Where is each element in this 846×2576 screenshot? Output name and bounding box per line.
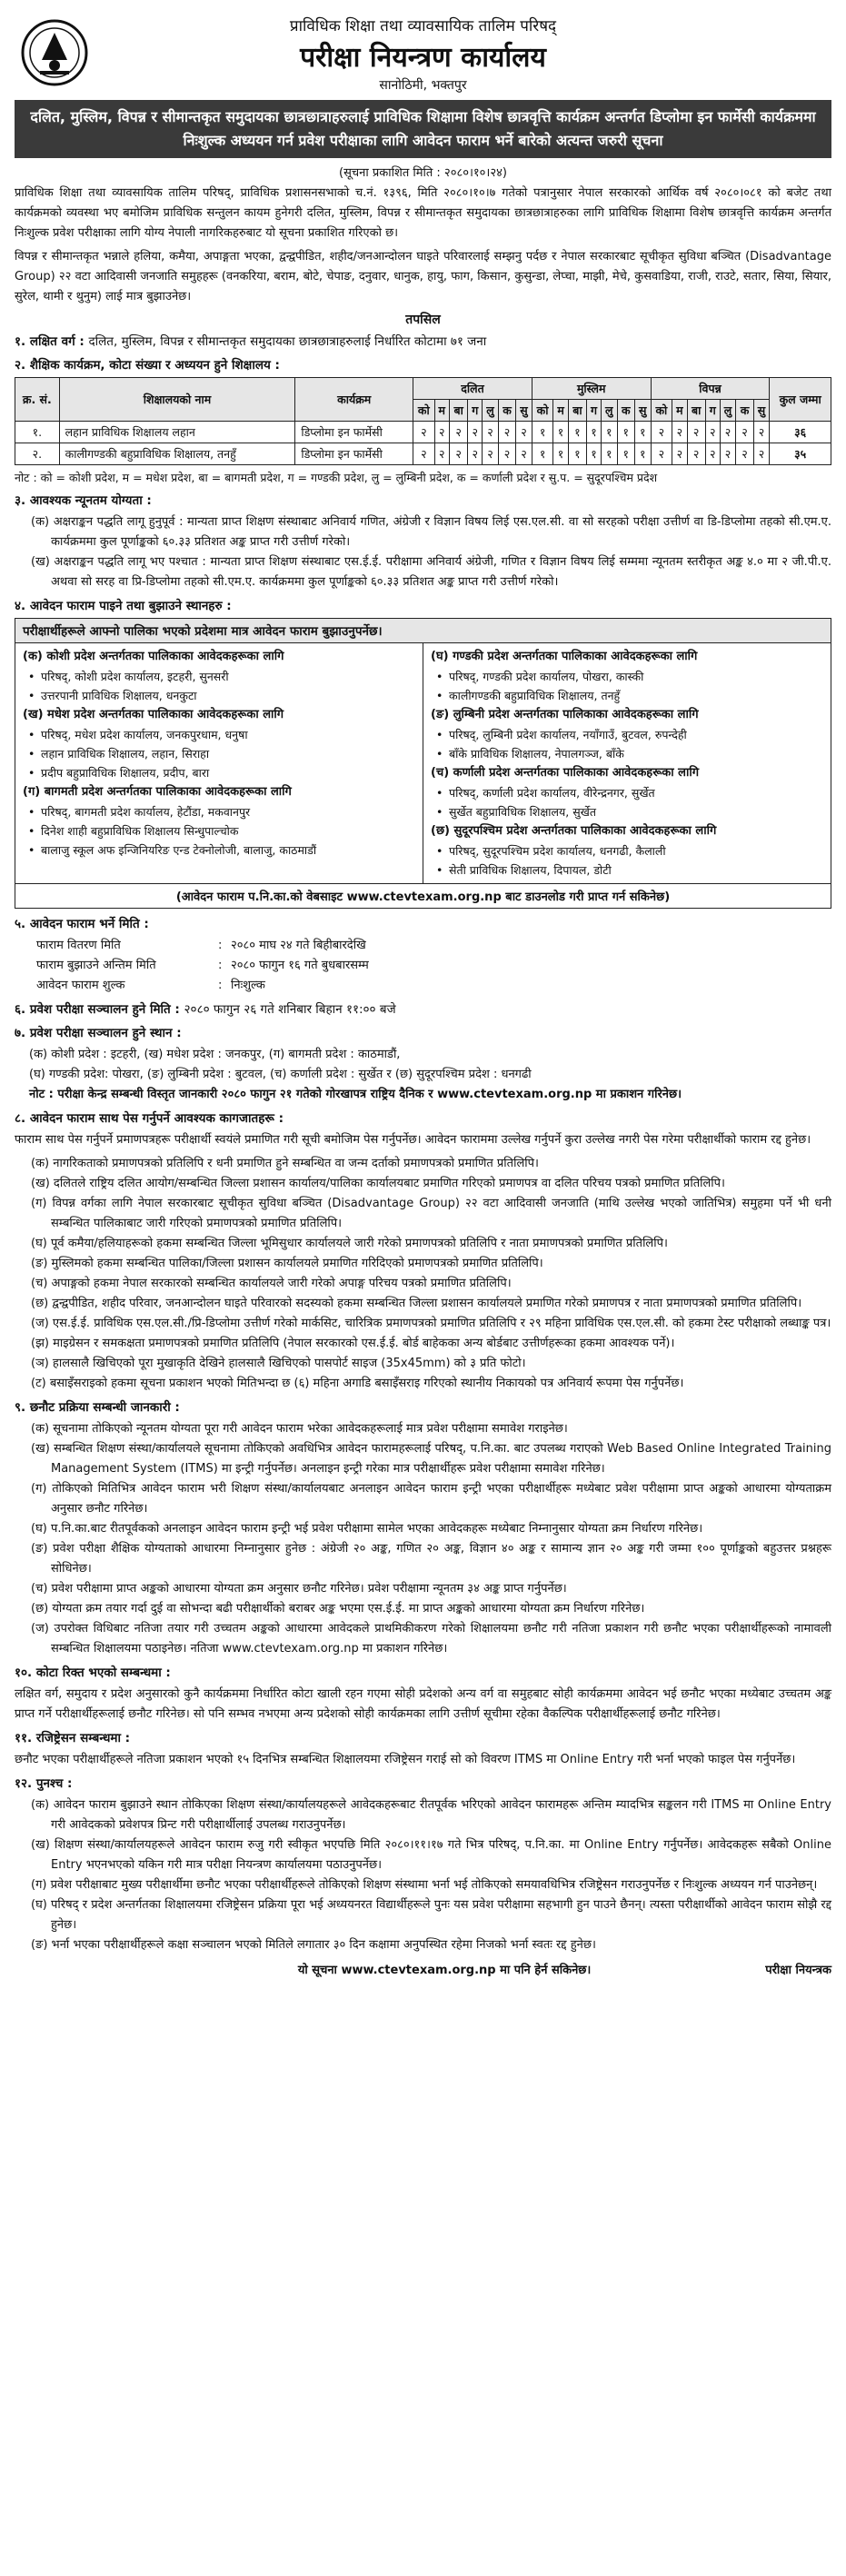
th-total: कुल जम्मा xyxy=(770,378,831,422)
selection-item: (क) सूचनामा तोकिएको न्यूनतम योग्यता पूरा गरी आवेदन फाराम भरेका आवेदकहरूलाई मात्र प्रवेश परीक्षामा समावेश गराइनेछ। xyxy=(31,1422,568,1436)
th-province: सु xyxy=(753,400,770,422)
cell-quota: २ xyxy=(672,443,687,465)
section-6 xyxy=(15,1000,831,1019)
table-note: नोट : को = कोशी प्रदेश, म = मधेश प्रदेश, बा = बागमती प्रदेश, ग = गण्डकी प्रदेश, लु = लुम्बिनी प्रदेश, क = कर्णाली प्रदेश र सु.प. = सुदूरपश्चिम प्रदेश xyxy=(15,471,658,484)
cell-quota: १ xyxy=(617,443,634,465)
place-item: • परिषद्, मधेश प्रदेश कार्यालय, जनकपुरधाम, धनुषा xyxy=(23,725,415,744)
cell-quota: २ xyxy=(736,443,753,465)
cell-quota: २ xyxy=(687,422,705,443)
intro-paragraph-1: प्राविधिक शिक्षा तथा व्यावसायिक तालिम परिषद्, प्राविधिक प्रशासनसभाको च.नं. १३९६, मिति २०८०।१०।७ गतेको पत्रानुसार नेपाल सरकारको आर्थिक वर्ष २०८०।०८१ को बजेट तथा कार्यक्रमको व्यवस्था भए बमोजिम प्राविधिक सन्तुलन कायम हुनेगरी दलित, मुस्लिम, विपन्न र सीमान्तकृत समुदायका छात्रछात्राहरुका लागि प्राविधिक शिक्षामा विशेष छात्रवृत्ति कार्यक्रम अन्तर्गत निःशुल्क प्रवेश परीक्षाका लागि योग्य नेपाली नागरिकहरुबाट यो सूचना प्रकाशित गरिएको छ। xyxy=(15,186,831,240)
cell-quota: १ xyxy=(568,443,586,465)
date-row: फाराम वितरण मिति : २०८० माघ २४ गते बिहीबारदेखि xyxy=(15,936,831,956)
th-sn: क्र. सं. xyxy=(15,378,60,422)
cell-quota: २ xyxy=(753,443,770,465)
ctevt-logo-icon xyxy=(20,18,89,87)
application-places-grid xyxy=(15,643,831,883)
place-item: • उत्तरपानी प्राविधिक शिक्षालय, धनकुटा xyxy=(23,686,415,705)
th-province: बा xyxy=(687,400,705,422)
place-item: • परिषद्, सुदूरपश्चिम प्रदेश कार्यालय, धनगढी, कैलाली xyxy=(431,841,823,860)
cell-quota: २ xyxy=(498,422,515,443)
cell-quota: १ xyxy=(634,443,651,465)
th-province: ग xyxy=(705,400,720,422)
document-item: (झ) माइग्रेसन र समकक्षता प्रमाणपत्रको प्रमाणित प्रतिलिपि (नेपाल सरकारको एस.ई.ई. बोर्ड बाहेकका अन्य बोर्डबाट उत्तीर्णहरूका हकमा आवश्यक पर्ने)। xyxy=(31,1337,675,1350)
date-row-value: २०८० फागुन १६ गते बुधबारसम्म xyxy=(231,959,369,972)
th-province: को xyxy=(532,400,553,422)
cell-total: ३५ xyxy=(770,443,831,465)
vacant-quota-text: लक्षित वर्ग, समुदाय र प्रदेश अनुसारको कुनै कार्यक्रममा निर्धारित कोटा खाली रहन गएमा सोही प्रदेशको अन्य वर्ग वा समुहबाट सोही कार्यक्रममा आवेदन भई छनौट भएका मध्येबाट उच्चतम अङ्क प्राप्त गर्ने परीक्षार्थीहरूलाई छनौट गरिनेछ। सो पनि सम्भव नभएमा अन्य प्रदेशको सोही कार्यक्रमका लागि उत्तीर्ण सूचीमा रहेका वैकल्पिक परीक्षार्थीहरूलाई छनौट गरिनेछ। xyxy=(15,1687,831,1721)
date-row-key: आवेदन फाराम शुल्क xyxy=(36,979,125,992)
date-row: आवेदन फाराम शुल्क : निःशुल्क xyxy=(15,976,831,996)
documents-intro: फाराम साथ पेस गर्नुपर्ने प्रमाणपत्रहरू परीक्षार्थी स्वयंले प्रमाणित गरी सूची बमोजिम पेस गर्नुपर्नेछ। आवेदन फाराममा उल्लेख गर्नुपर्ने कुरा उल्लेख नगरी पेस गरेमा परीक्षार्थीको फाराम रद्द हुनेछ। xyxy=(15,1133,811,1147)
th-province: म xyxy=(553,400,568,422)
section-1-label: १. लक्षित वर्ग : xyxy=(15,334,85,349)
cell-quota: २ xyxy=(687,443,705,465)
place-item: • परिषद्, बागमती प्रदेश कार्यालय, हेटौंडा, मकवानपुर xyxy=(23,802,415,821)
cell-quota: १ xyxy=(553,443,568,465)
download-website-link[interactable]: (आवेदन फाराम प.नि.का.को वेबसाइट www.ctevtexam.org.np बाट डाउनलोड गरी प्राप्त गर्न सकिनेछ) xyxy=(15,883,831,908)
cell-quota: २ xyxy=(413,422,435,443)
cell-quota: २ xyxy=(450,443,468,465)
document-item: (ञ) हालसालै खिचिएको पूरा मुखाकृति देखिने हालसालै खिचिएको पासपोर्ट साइज (35x45mm) को ३ प्रति फोटो। xyxy=(31,1357,526,1370)
cell-school: कालीगण्डकी बहुप्राविधिक शिक्षालय, तनहुँ xyxy=(59,443,295,465)
th-province: को xyxy=(413,400,435,422)
th-group-dalit: दलित xyxy=(413,378,532,400)
cell-sn: १. xyxy=(15,422,60,443)
th-program: कार्यक्रम xyxy=(295,378,413,422)
cell-quota: २ xyxy=(705,443,720,465)
selection-item: (च) प्रवेश परीक्षामा प्राप्त अङ्कको आधारमा योग्यता क्रम अनुसार छनौट गरिनेछ। प्रवेश परीक्षामा न्यूनतम ३४ अङ्क प्राप्त गर्नुपर्नेछ। xyxy=(31,1582,567,1596)
exam-centres-line-1: (क) कोशी प्रदेश : इटहरी, (ख) मधेश प्रदेश : जनकपुर, (ग) बागमती प्रदेश : काठमाडौं, xyxy=(29,1048,401,1061)
province-group-title: (घ) गण्डकी प्रदेश अन्तर्गतका पालिकाका आवेदकहरूका लागि xyxy=(431,650,698,663)
th-school: शिक्षालयको नाम xyxy=(59,378,295,422)
footer xyxy=(15,1961,831,1977)
header xyxy=(15,15,831,96)
places-left-column xyxy=(15,643,423,883)
postscript-item: (ख) शिक्षण संस्था/कार्यालयहरूले आवेदन फाराम रुजु गरी स्वीकृत भएपछि मिति २०८०।११।१७ गते भित्र परिषद्, प.नि.का. मा Online Entry गर्नुपर्नेछ। आवेदकहरू सबैको Online Entry भएनभएको यकिन गरी मात्र परीक्षा नियन्त्रण कार्यालयमा पठाउनुपर्नेछ। xyxy=(31,1838,831,1872)
th-group-muslim: मुस्लिम xyxy=(532,378,651,400)
tapsil-heading: तपसिल xyxy=(405,313,441,327)
place-item: • परिषद्, लुम्बिनी प्रदेश कार्यालय, नयाँगाउँ, बुटवल, रुपन्देही xyxy=(431,725,823,744)
cell-program: डिप्लोमा इन फार्मेसी xyxy=(295,422,413,443)
date-row-value: २०८० माघ २४ गते बिहीबारदेखि xyxy=(231,939,366,952)
cell-quota: २ xyxy=(753,422,770,443)
exam-centres-line-2: (घ) गण्डकी प्रदेश: पोखरा, (ङ) लुम्बिनी प्रदेश : बुटवल, (च) कर्णाली प्रदेश : सुर्खेत र (छ) सुदूरपश्चिम प्रदेश : धनगढी xyxy=(29,1068,532,1081)
places-right-column xyxy=(423,643,831,883)
cell-total: ३६ xyxy=(770,422,831,443)
qualification-b: (ख) अक्षराङ्कन पद्धति लागू भए पश्चात : मान्यता प्राप्त शिक्षण संस्थाबाट एस.ई.ई. परीक्षामा अनिवार्य अंग्रेजी, गणित र विज्ञान विषय लिई सम्ममा न्यूनतम स्तरीकृत अङ्क ४.० मा २ जी.पी.ए. अथवा सो सरह वा प्रि-डिप्लोमा तहको सी.एम.ए. कार्यक्रममा कुल पूर्णाङ्कको ६०.३३ प्रतिशत अङ्क प्राप्त गरी उत्तीर्ण गरेको। xyxy=(31,555,831,589)
exam-centres-note: नोट : परीक्षा केन्द्र सम्बन्धी विस्तृत जानकारी २०८० फागुन २१ गतेको गोरखापत्र राष्ट्रिय दैनिक र www.ctevtexam.org.np मा प्रकाशन गरिनेछ। xyxy=(29,1088,682,1101)
place-item: • परिषद्, गण्डकी प्रदेश कार्यालय, पोखरा, कास्की xyxy=(431,667,823,686)
th-group-bipanna: विपन्न xyxy=(651,378,770,400)
document-item: (ङ) मुस्लिमको हकमा सम्बन्धित पालिका/जिल्ला प्रशासन कार्यालयले प्रमाणित गरिदिएको प्रमाणपत्रको प्रमाणित प्रतिलिपि। xyxy=(31,1257,543,1270)
province-group-title: (छ) सुदूरपश्चिम प्रदेश अन्तर्गतका पालिकाका आवेदकहरूका लागि xyxy=(431,824,717,838)
cell-quota: १ xyxy=(553,422,568,443)
cell-quota: १ xyxy=(601,422,617,443)
document-item: (ग) विपन्न वर्गका लागि नेपाल सरकारबाट सूचीकृत सुविधा बञ्चित (Disadvantage Group) २२ वटा आदिवासी जनजाति (माथि उल्लेख भएको जातिभित्र) समुहमा पर्ने भी धनी सम्बन्धित पालिकाबाट जारी गरिएको प्रमाणपत्रको प्रमाणित प्रतिलिपि। xyxy=(31,1197,831,1230)
cell-quota: १ xyxy=(568,422,586,443)
th-province: क xyxy=(617,400,634,422)
selection-item: (घ) प.नि.का.बाट रीतपूर्वकको अनलाइन आवेदन फाराम इन्ट्री भई प्रवेश परीक्षामा सामेल भएका आवेदकहरू मध्येबाट निम्नानुसार योग्यता क्रम निर्धारण गरिनेछ। xyxy=(31,1522,703,1536)
section-10-label: १०. कोटा रिक्त भएको सम्बन्धमा : xyxy=(15,1666,171,1680)
th-province: म xyxy=(434,400,449,422)
place-item: • प्रदीप बहुप्राविधिक शिक्षालय, प्रदीप, बारा xyxy=(23,763,415,782)
th-province: बा xyxy=(450,400,468,422)
province-group-title: (ख) मधेश प्रदेश अन्तर्गतका पालिकाका आवेदकहरूका लागि xyxy=(23,708,284,721)
th-province: क xyxy=(498,400,515,422)
document-item: (क) नागरिकताको प्रमाणपत्रको प्रतिलिपि र धनी प्रमाणित हुने सम्बन्धित वा जन्म दर्ताको प्रमाणपत्रको प्रमाणित प्रतिलिपि। xyxy=(31,1157,539,1170)
section-9-label: ९. छनौट प्रक्रिया सम्बन्धी जानकारी : xyxy=(15,1400,180,1415)
place-item: • सुर्खेत बहुप्राविधिक शिक्षालय, सुर्खेत xyxy=(431,802,823,821)
office-location: सानोठिमी, भक्तपुर xyxy=(379,78,467,93)
intro-paragraph-2: विपन्न र सीमान्तकृत भन्नाले हलिया, कमैया, अपाङ्गता भएका, द्वन्द्वपीडित, शहीद/जनआन्दोलन घाइते परिवारलाई सम्झनु पर्दछ र नेपाल सरकारबाट सूचीकृत सुविधा बञ्चित (Disadvantage Group) २२ वटा आदिवासी जनजाति समुहहरू (वनकरिया, बराम, बोटे, चेपाङ, दनुवार, धानुक, हायु, फाग, किसान, कुसुन्डा, लेप्चा, माझी, मेचे, कुसवाडिया, राजी, राउटे, सतार, सिया, सियार, सुरेल, थामी र थुनुम) लाई मात्र बुझाउनेछ। xyxy=(15,250,831,303)
cell-quota: २ xyxy=(720,443,736,465)
document-item: (च) अपाङ्गको हकमा नेपाल सरकारको सम्बन्धित कार्यालयले जारी गरेको अपाङ्ग परिचय पत्रको प्रमाणित प्रतिलिपि। xyxy=(31,1277,512,1290)
postscript-item: (ग) प्रवेश परीक्षाबाट मुख्य परीक्षार्थीमा छनौट भएका परीक्षार्थीहरूले तोकिएको शिक्षण संस्थामा भर्ना भई तोकिएको समयावधिभित्र रजिष्ट्रेसन गराउनुपर्नेछ र निःशुल्क अध्ययन गर्न पाउनेछन्। xyxy=(31,1878,818,1892)
th-province: सु xyxy=(516,400,532,422)
section-7-label: ७. प्रवेश परीक्षा सञ्चालन हुने स्थान : xyxy=(15,1026,182,1040)
cell-quota: २ xyxy=(516,422,532,443)
selection-item: (ज) उपरोक्त विधिबाट नतिजा तयार गरी उच्चतम अङ्कको आधारमा आवेदकले प्राथमिकीकरण गरेको शिक्षालयमा छनौट गरी नतिजा प्रकाशन गरी छनौट भएका परीक्षार्थीहरूको नामावली सम्बन्धित शिक्षालयमा पठाइनेछ। नतिजा www.ctevtexam.org.np मा प्रकाशन गरिनेछ। xyxy=(31,1622,831,1656)
section-12-label: १२. पुनश्च : xyxy=(15,1776,73,1791)
th-province: बा xyxy=(568,400,586,422)
section-11-label: ११. रजिष्ट्रेसन सम्बन्धमा : xyxy=(15,1731,131,1746)
table-row xyxy=(15,422,831,443)
selection-item: (छ) योग्यता क्रम तयार गर्दा दुई वा सोभन्दा बढी परीक्षार्थीको बराबर अङ्क भएमा एस.ई.ई. मा प्राप्त अङ्कको आधारमा योग्यता क्रम निर्धारण गरिनेछ। xyxy=(31,1602,645,1616)
cell-quota: २ xyxy=(468,422,483,443)
document-item: (ज) एस.ई.ई. प्राविधिक एस.एल.सी./प्रि-डिप्लोमा उत्तीर्ण गरेको मार्कसिट, चारित्रिक प्रमाणपत्रको प्रमाणित प्रतिलिपि र २९ महिना प्राविधिक एस.एल.सी. को हकमा टेस्ट परीक्षाको लब्धाङ्क पत्र। xyxy=(31,1317,831,1330)
th-province: सु xyxy=(634,400,651,422)
selection-item: (ग) तोकिएको मितिभित्र आवेदन फाराम भरी शिक्षण संस्था/कार्यालयबाट अनलाइन आवेदन फाराम इन्ट्री भएका परीक्षार्थीहरू मध्येबाट प्रवेश परीक्षामा प्राप्त अङ्कको आधारमा योग्यताक्रम अनुसार छनौट गरिनेछ। xyxy=(31,1482,831,1516)
cell-quota: २ xyxy=(434,443,449,465)
cell-quota: २ xyxy=(651,422,672,443)
place-item: • कालीगण्डकी बहुप्राविधिक शिक्षालय, तनहुँ xyxy=(431,686,823,705)
cell-quota: १ xyxy=(587,443,602,465)
application-places-box xyxy=(15,618,831,909)
cell-quota: १ xyxy=(601,443,617,465)
document-item: (ट) बसाइँसराइको हकमा सूचना प्रकाशन भएको मितिभन्दा छ (६) महिना अगाडि बसाइँसराइ गरिएको स्थानीय निकायको पत्र अनिवार्य रूपमा पेस गर्नुपर्नेछ। xyxy=(31,1377,684,1390)
cell-quota: २ xyxy=(450,422,468,443)
province-group-title: (ग) बागमती प्रदेश अन्तर्गतका पालिकाका आवेदकहरूका लागि xyxy=(23,785,292,799)
cell-quota: १ xyxy=(634,422,651,443)
qualification-a: (क) अक्षराङ्कन पद्धति लागू हुनुपूर्व : मान्यता प्राप्त शिक्षण संस्थाबाट अनिवार्य गणित, अंग्रेजी र विज्ञान विषय लिई एस.एल.सी. वा सो सरहको परीक्षा उत्तीर्ण वा डि-डिप्लोमा तहको सी.एम.ए. कार्यक्रममा कुल पूर्णाङ्कको ६०.३३ प्रतिशत अङ्क प्राप्त गरी उत्तीर्ण गरेको। xyxy=(31,515,831,549)
section-5-label: ५. आवेदन फाराम भर्ने मिति : xyxy=(15,917,149,931)
date-row-key: फाराम बुझाउने अन्तिम मिति xyxy=(36,959,156,972)
cell-quota: १ xyxy=(532,422,553,443)
registration-text: छनौट भएका परीक्षार्थीहरूले नतिजा प्रकाशन भएको १५ दिनभित्र सम्बन्धित शिक्षालयमा रजिष्ट्रेसन गराई सो को विवरण ITMS मा Online Entry गरी भर्ना भएको फाइल पेस गर्नुपर्नेछ। xyxy=(15,1753,796,1766)
document-item: (ख) दलितले राष्ट्रिय दलित आयोग/सम्बन्धित जिल्ला प्रशासन कार्यालय/पालिका कार्यालयबाट प्रमाणित गरिएको प्रमाणपत्र वा दलित परिचय पत्रको प्रमाणित प्रतिलिपि। xyxy=(31,1177,725,1190)
section-6-label: ६. प्रवेश परीक्षा सञ्चालन हुने मिति : xyxy=(15,1002,180,1017)
th-province: म xyxy=(672,400,687,422)
cell-quota: २ xyxy=(483,422,499,443)
application-places-subheading: परीक्षार्थीहरूले आफ्नो पालिका भएको प्रदेशमा मात्र आवेदन फाराम बुझाउनुपर्नेछ। xyxy=(15,619,831,643)
postscript-item: (क) आवेदन फाराम बुझाउने स्थान तोकिएका शिक्षण संस्था/कार्यालयहरूले आवेदकहरूबाट रीतपूर्वक भरिएको आवेदन फारामहरू अन्तिम म्यादभित्र सङ्कलन गरी ITMS मा Online Entry गरी आवेदकको प्रवेशपत्र प्रिन्ट गरी परीक्षार्थीलाई उपलब्ध गराउनुपर्नेछ। xyxy=(31,1798,831,1832)
document-item: (छ) द्वन्द्वपीडित, शहीद परिवार, जनआन्दोलन घाइते परिवारको सदस्यको हकमा सम्बन्धित जिल्ला प्रशासन कार्यालयले प्रमाणित गरेको प्रमाणपत्र र नाता प्रमाणपत्रको प्रमाणित प्रतिलिपि। xyxy=(31,1297,802,1310)
selection-item: (ङ) प्रवेश परीक्षा शैक्षिक योग्यताको आधारमा निम्नानुसार हुनेछ : अंग्रेजी २० अङ्क, गणित २० अङ्क, विज्ञान ४० अङ्क र सामान्य ज्ञान २० अङ्क गरी जम्मा १०० पूर्णाङ्कको बहुउत्तर प्रश्नहरू सोधिनेछ। xyxy=(31,1542,831,1576)
document-item: (घ) पूर्व कमैया/हलियाहरूको हकमा सम्बन्धित जिल्ला भूमिसुधार कार्यालयले जारी गरेको प्रमाणपत्रको प्रतिलिपि र नाता प्रमाणपत्रको प्रमाणित प्रतिलिपि। xyxy=(31,1237,668,1250)
province-group-title: (ङ) लुम्बिनी प्रदेश अन्तर्गतका पालिकाका आवेदकहरूका लागि xyxy=(431,708,699,721)
place-item: • परिषद्, कर्णाली प्रदेश कार्यालय, वीरेन्द्रनगर, सुर्खेत xyxy=(431,783,823,802)
date-row: फाराम बुझाउने अन्तिम मिति : २०८० फागुन १६ गते बुधबारसम्म xyxy=(15,956,831,976)
cell-quota: २ xyxy=(483,443,499,465)
th-province: ग xyxy=(587,400,602,422)
cell-quota: २ xyxy=(498,443,515,465)
notice-date: (सूचना प्रकाशित मिति : २०८०।१०।२४) xyxy=(339,166,507,180)
cell-quota: २ xyxy=(434,422,449,443)
table-row xyxy=(15,443,831,465)
date-row-key: फाराम वितरण मिति xyxy=(36,939,121,952)
cell-quota: २ xyxy=(651,443,672,465)
quota-table xyxy=(15,377,831,465)
section-2-label: २. शैक्षिक कार्यक्रम, कोटा संख्या र अध्ययन हुने शिक्षालय : xyxy=(15,358,280,373)
place-item: • बाँके प्राविधिक शिक्षालय, नेपालगञ्ज, बाँके xyxy=(431,744,823,763)
cell-quota: २ xyxy=(705,422,720,443)
cell-quota: १ xyxy=(617,422,634,443)
cell-program: डिप्लोमा इन फार्मेसी xyxy=(295,443,413,465)
selection-item: (ख) सम्बन्धित शिक्षण संस्था/कार्यालयले सूचनामा तोकिएको अवधिभित्र आवेदन फारामहरूलाई परिषद्, प.नि.का. बाट उपलब्ध गराएको Web Based Online Integrated Training Management System (ITMS) मा इन्ट्री गर्नुपर्नेछ। अनलाइन इन्ट्री गरेका मात्र परीक्षार्थीहरू प्रवेश परीक्षामा समावेश गरिनेछ। xyxy=(31,1442,831,1476)
cell-sn: २. xyxy=(15,443,60,465)
postscript-item: (घ) परिषद् र प्रदेश अन्तर्गतका शिक्षालयमा रजिष्ट्रेसन प्रक्रिया पूरा भई अध्ययनरत विद्यार्थीहरूले पुनः यस प्रवेश परीक्षामा सहभागी हुन पाउने छैनन्। त्यस्ता परीक्षार्थीको आवेदन फाराम सोझै रद्द हुनेछ। xyxy=(31,1898,831,1932)
cell-quota: २ xyxy=(468,443,483,465)
section-8-label: ८. आवेदन फाराम साथ पेस गर्नुपर्ने आवश्यक कागजातहरू : xyxy=(15,1111,284,1126)
org-name: प्राविधिक शिक्षा तथा व्यावसायिक तालिम परिषद् xyxy=(289,17,557,35)
th-province: क xyxy=(736,400,753,422)
footer-website[interactable]: यो सूचना www.ctevtexam.org.np मा पनि हेर्न सकिनेछ। xyxy=(297,1964,592,1977)
cell-quota: २ xyxy=(720,422,736,443)
place-item: • परिषद्, कोशी प्रदेश कार्यालय, इटहरी, सुनसरी xyxy=(23,667,415,686)
place-item: • लहान प्राविधिक शिक्षालय, लहान, सिराहा xyxy=(23,744,415,763)
section-4-label: ४. आवेदन फाराम पाइने तथा बुझाउने स्थानहरु : xyxy=(15,599,232,613)
date-row-value: निःशुल्क xyxy=(231,979,265,992)
cell-quota: १ xyxy=(587,422,602,443)
section-1-text: दलित, मुस्लिम, विपन्न र सीमान्तकृत समुदायका छात्रछात्राहरुलाई निर्धारित कोटामा ७१ जना xyxy=(88,334,487,349)
cell-quota: १ xyxy=(532,443,553,465)
province-group-title: (च) कर्णाली प्रदेश अन्तर्गतका पालिकाका आवेदकहरूका लागि xyxy=(431,766,700,780)
place-item: • बालाजु स्कूल अफ इन्जिनियरिङ एन्ड टेक्नोलोजी, बालाजु, काठमाडौं xyxy=(23,840,415,860)
th-province: लु xyxy=(720,400,736,422)
cell-quota: २ xyxy=(672,422,687,443)
office-title: परीक्षा नियन्त्रण कार्यालय xyxy=(300,42,546,74)
cell-quota: २ xyxy=(736,422,753,443)
postscript-item: (ङ) भर्ना भएका परीक्षार्थीहरूले कक्षा सञ्चालन भएको मितिले लगातार ३० दिन कक्षामा अनुपस्थित रहेमा निजको भर्ना स्वतः रद्द हुनेछ। xyxy=(31,1938,596,1952)
province-group-title: (क) कोशी प्रदेश अन्तर्गतका पालिकाका आवेदकहरूका लागि xyxy=(23,650,284,663)
cell-quota: २ xyxy=(413,443,435,465)
signature-title: परीक्षा नियन्त्रक xyxy=(765,1964,831,1977)
exam-date: २०८० फागुन २६ गते शनिबार बिहान ११:०० बजे xyxy=(184,1002,396,1017)
section-3-label: ३. आवश्यक न्यूनतम योग्यता : xyxy=(15,493,152,508)
cell-school: लहान प्राविधिक शिक्षालय लहान xyxy=(59,422,295,443)
th-province: ग xyxy=(468,400,483,422)
place-item: • दिनेश शाही बहुप्राविधिक शिक्षालय सिन्धुपाल्चोक xyxy=(23,821,415,840)
th-province: को xyxy=(651,400,672,422)
notice-banner: दलित, मुस्लिम, विपन्न र सीमान्तकृत समुदायका छात्रछात्राहरुलाई प्राविधिक शिक्षामा विशेष छात्रवृत्ति कार्यक्रम अन्तर्गत डिप्लोमा इन फार्मेसी कार्यक्रममा निःशुल्क अध्ययन गर्न प्रवेश परीक्षाका लागि आवेदन फाराम भर्ने बारेको अत्यन्त जरुरी सूचना xyxy=(15,100,831,158)
th-province: लु xyxy=(483,400,499,422)
cell-quota: २ xyxy=(516,443,532,465)
th-province: लु xyxy=(601,400,617,422)
section-1 xyxy=(15,332,831,352)
place-item: • सेती प्राविधिक शिक्षालय, दिपायल, डोटी xyxy=(431,860,823,880)
